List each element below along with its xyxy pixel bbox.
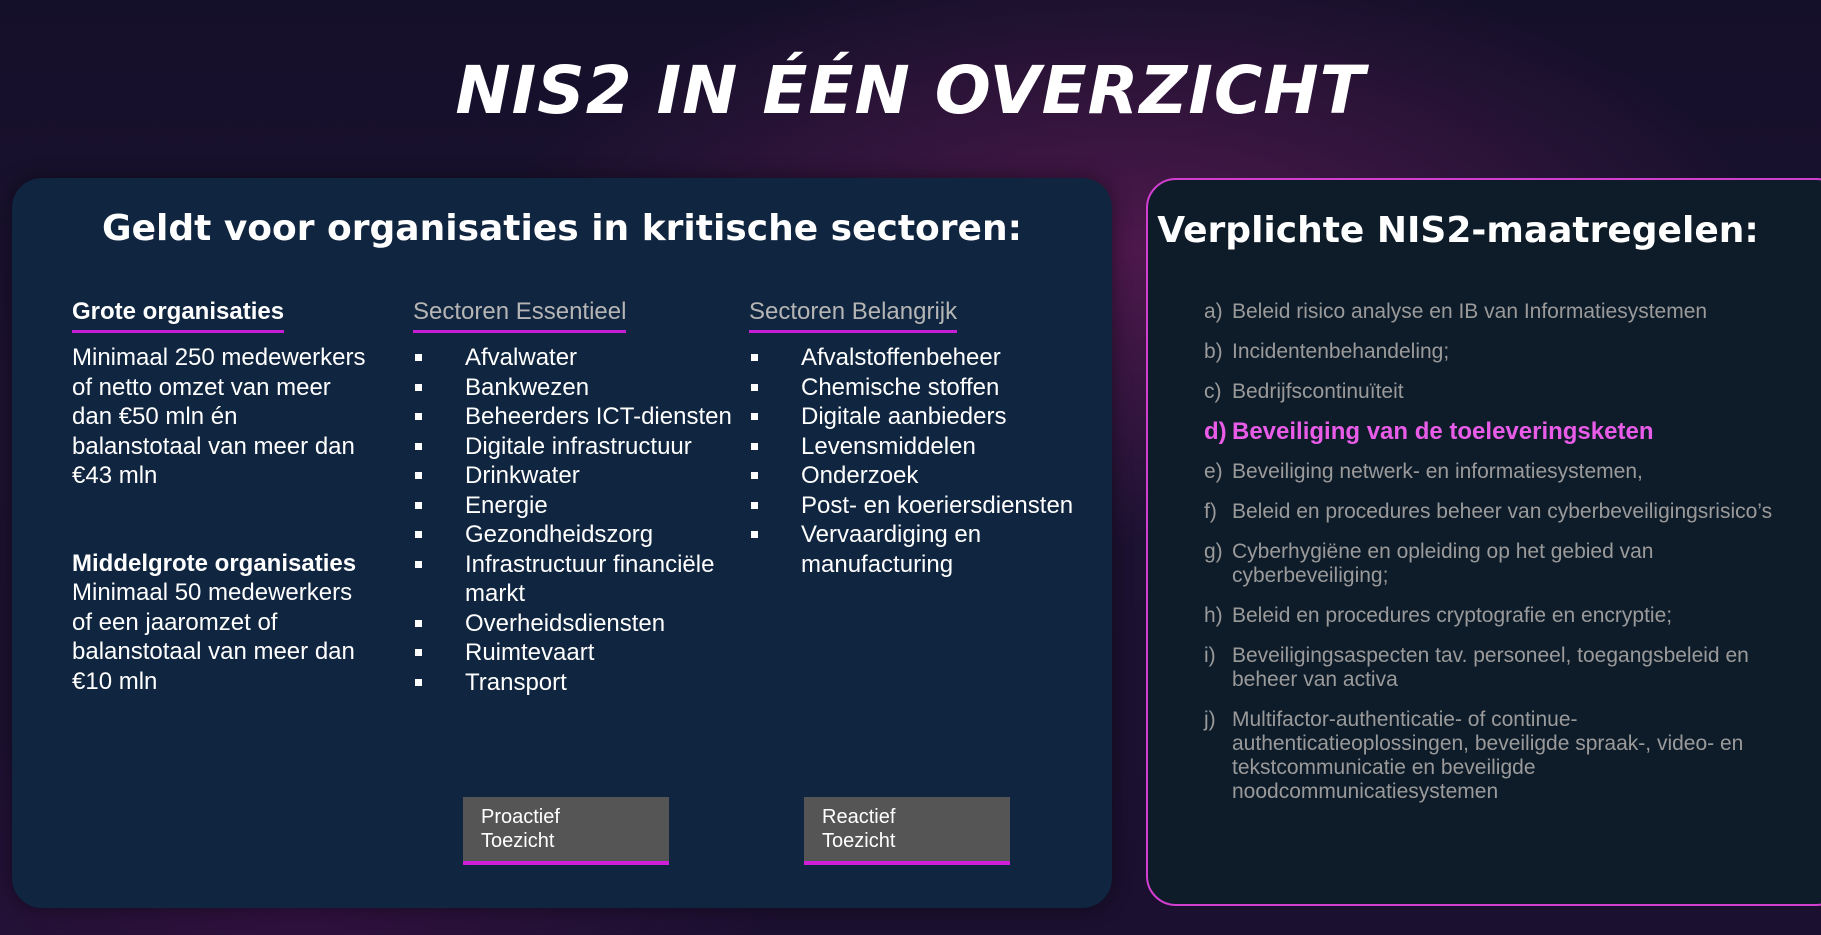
left-panel — [12, 178, 1112, 908]
sector-item — [749, 491, 1079, 521]
measure-text: Bedrijfscontinuïteit — [1232, 380, 1404, 403]
measure-letter: d) — [1204, 418, 1227, 445]
important-sectors-list — [749, 343, 1079, 579]
essential-sectors-column — [413, 298, 743, 697]
bullet-icon — [415, 502, 422, 509]
measure-item — [1204, 604, 1804, 628]
sector-item — [413, 491, 743, 521]
sector-item — [413, 402, 743, 432]
sector-label: Drinkwater — [465, 462, 580, 489]
important-sectors-heading: Sectoren Belangrijk — [749, 298, 957, 333]
bullet-icon — [751, 472, 758, 479]
medium-organisations-heading: Middelgrote organisaties — [72, 549, 357, 577]
sector-label: Chemische stoffen — [801, 373, 1000, 401]
measure-letter: b) — [1204, 340, 1223, 363]
measure-text: Incidentenbehandeling; — [1232, 340, 1450, 363]
measures-list — [1204, 300, 1804, 820]
measure-text: Cyberhygiëne en opleiding op het gebied van cyberbeveiliging; — [1232, 540, 1654, 587]
sector-item — [413, 373, 743, 403]
measure-text: Beveiliging netwerk- en informatiesystemen, — [1232, 460, 1643, 483]
bullet-icon — [415, 354, 422, 361]
sector-item — [413, 520, 743, 550]
measure-text: Beleid en procedures beheer van cyberbeveiligingsrisico’s — [1232, 500, 1773, 523]
sector-item — [749, 520, 1079, 579]
sector-item — [749, 343, 1079, 373]
sector-label: Afvalstoffenbeheer — [801, 344, 1001, 371]
sector-label: Bankwezen — [465, 373, 590, 401]
measure-letter: c) — [1204, 380, 1222, 403]
sector-label: Gezondheidszorg — [465, 521, 654, 548]
measure-item — [1204, 708, 1804, 804]
measure-item — [1204, 420, 1804, 444]
sector-label: Overheidsdiensten — [465, 609, 666, 637]
measure-item — [1204, 340, 1804, 364]
bullet-icon — [415, 413, 422, 420]
right-panel — [1146, 178, 1821, 906]
measure-item — [1204, 500, 1804, 524]
large-organisations-text: Minimaal 250 medewerkers of netto omzet van meer dan €50 mln én balanstotaal van meer dan €43 mln — [72, 344, 366, 489]
sector-label: Vervaardiging en manufacturing — [801, 521, 982, 578]
sector-item — [749, 461, 1079, 491]
left-panel-heading: Geldt voor organisaties in kritische sectoren: — [102, 208, 1022, 249]
sector-item — [413, 432, 743, 462]
sector-label: Afvalwater — [465, 344, 578, 371]
sector-label: Energie — [465, 491, 548, 519]
sector-item — [413, 638, 743, 668]
measure-text: Beleid en procedures cryptografie en encryptie; — [1232, 604, 1673, 627]
sector-label: Transport — [465, 668, 567, 696]
bullet-icon — [415, 472, 422, 479]
medium-organisations-block — [72, 549, 372, 697]
proactive-supervision-tag: Proactief Toezicht — [463, 797, 669, 865]
sector-item — [413, 550, 743, 609]
bullet-icon — [415, 649, 422, 656]
essential-sectors-heading: Sectoren Essentieel — [413, 298, 626, 333]
bullet-icon — [751, 502, 758, 509]
measure-item — [1204, 380, 1804, 404]
sector-label: Ruimtevaart — [465, 639, 595, 666]
medium-organisations-text: Minimaal 50 medewerkers of een jaaromzet of balanstotaal van meer dan €10 mln — [72, 579, 355, 695]
organisation-size-column — [72, 298, 372, 696]
bullet-icon — [751, 443, 758, 450]
sector-label: Onderzoek — [801, 462, 919, 489]
sector-item — [413, 668, 743, 698]
measure-letter: i) — [1204, 644, 1216, 667]
sector-label: Post- en koeriersdiensten — [801, 491, 1074, 519]
sector-item — [749, 373, 1079, 403]
bullet-icon — [751, 354, 758, 361]
sector-item — [749, 432, 1079, 462]
important-sectors-column — [749, 298, 1079, 579]
sector-label: Beheerders ICT-diensten — [465, 403, 732, 430]
measure-text: Multifactor-authenticatie- of continue-authenticatieoplossingen, beveiligde spraak-, video- en tekstcommunicatie en beveiligde noodcommunicatiesystemen — [1232, 708, 1744, 803]
sector-label: Digitale infrastructuur — [465, 432, 692, 460]
reactive-supervision-tag: Reactief Toezicht — [804, 797, 1010, 865]
sector-item — [413, 343, 743, 373]
bullet-icon — [751, 531, 758, 538]
bullet-icon — [751, 384, 758, 391]
measure-letter: e) — [1204, 460, 1223, 483]
measure-letter: a) — [1204, 300, 1223, 323]
sector-item — [413, 461, 743, 491]
bullet-icon — [415, 561, 422, 568]
measure-text: Beleid risico analyse en IB van Informatiesystemen — [1232, 300, 1708, 323]
bullet-icon — [415, 620, 422, 627]
large-organisations-heading: Grote organisaties — [72, 298, 284, 333]
measure-letter: g) — [1204, 540, 1223, 563]
page-title: NIS2 IN ÉÉN OVERZICHT — [455, 52, 1366, 129]
essential-sectors-list — [413, 343, 743, 697]
sector-label: Levensmiddelen — [801, 432, 976, 460]
measure-item — [1204, 300, 1804, 324]
bullet-icon — [751, 413, 758, 420]
right-panel-heading: Verplichte NIS2-maatregelen: — [1157, 210, 1759, 251]
bullet-icon — [415, 384, 422, 391]
measure-text: Beveiligingsaspecten tav. personeel, toegangsbeleid en beheer van activa — [1232, 644, 1749, 691]
measure-letter: f) — [1204, 500, 1217, 523]
sector-item — [413, 609, 743, 639]
measure-item — [1204, 460, 1804, 484]
measure-item — [1204, 644, 1804, 692]
sector-label: Infrastructuur financiële markt — [465, 550, 715, 607]
measure-letter: j) — [1204, 708, 1216, 731]
bullet-icon — [415, 531, 422, 538]
bullet-icon — [415, 679, 422, 686]
measure-text: Beveiliging van de toeleveringsketen — [1232, 418, 1654, 445]
bullet-icon — [415, 443, 422, 450]
sector-item — [749, 402, 1079, 432]
measure-item — [1204, 540, 1804, 588]
sector-label: Digitale aanbieders — [801, 403, 1007, 430]
measure-letter: h) — [1204, 604, 1223, 627]
